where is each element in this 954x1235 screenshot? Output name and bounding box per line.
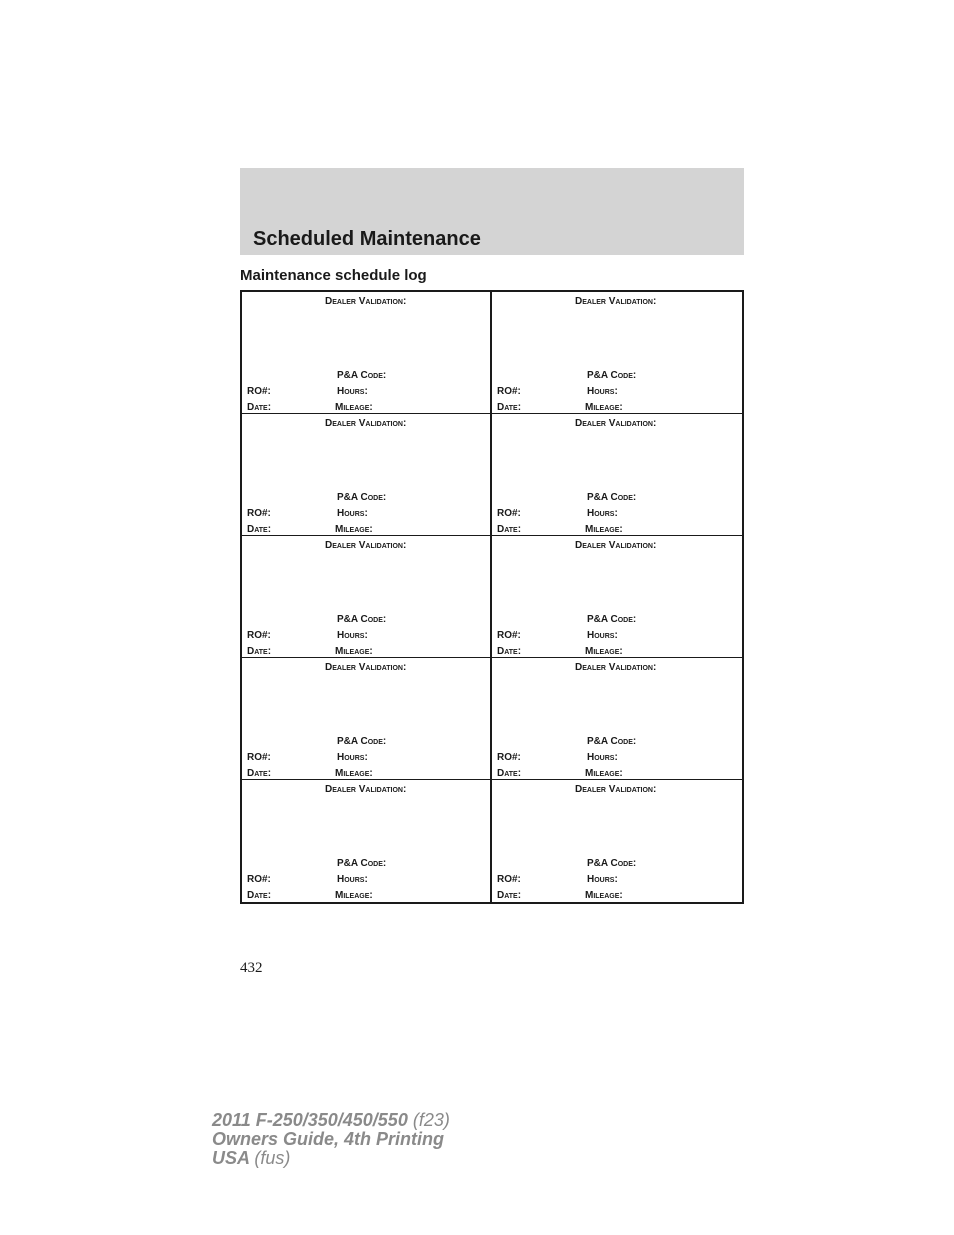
dealer-validation-label: Dealer Validation:	[575, 418, 657, 429]
footer-publication-info	[212, 1111, 450, 1168]
pa-code-label: P&A Code:	[587, 736, 637, 747]
log-entry-cell	[492, 414, 742, 536]
dealer-validation-label: Dealer Validation:	[325, 784, 407, 795]
mileage-label: Mileage:	[585, 646, 623, 657]
dealer-validation-label: Dealer Validation:	[575, 540, 657, 551]
ro-number-label: RO#:	[497, 508, 521, 519]
log-entry-cell	[242, 536, 492, 658]
date-label: Date:	[247, 768, 272, 779]
mileage-label: Mileage:	[585, 524, 623, 535]
dealer-validation-label: Dealer Validation:	[325, 662, 407, 673]
date-label: Date:	[247, 890, 272, 901]
date-label: Date:	[247, 646, 272, 657]
log-entry-cell	[242, 780, 492, 902]
footer-region: USA	[212, 1148, 250, 1168]
pa-code-label: P&A Code:	[587, 858, 637, 869]
dealer-validation-label: Dealer Validation:	[325, 296, 407, 307]
mileage-label: Mileage:	[585, 890, 623, 901]
hours-label: Hours:	[337, 752, 368, 763]
mileage-label: Mileage:	[335, 768, 373, 779]
mileage-label: Mileage:	[585, 768, 623, 779]
log-entry-cell	[492, 780, 742, 902]
hours-label: Hours:	[587, 874, 618, 885]
pa-code-label: P&A Code:	[587, 492, 637, 503]
ro-number-label: RO#:	[497, 386, 521, 397]
pa-code-label: P&A Code:	[337, 614, 387, 625]
dealer-validation-label: Dealer Validation:	[575, 662, 657, 673]
pa-code-label: P&A Code:	[337, 370, 387, 381]
hours-label: Hours:	[337, 508, 368, 519]
section-header-band	[240, 168, 744, 255]
ro-number-label: RO#:	[247, 752, 271, 763]
dealer-validation-label: Dealer Validation:	[575, 784, 657, 795]
footer-model-code: (f23)	[412, 1110, 450, 1130]
dealer-validation-label: Dealer Validation:	[325, 540, 407, 551]
date-label: Date:	[247, 524, 272, 535]
date-label: Date:	[497, 768, 522, 779]
ro-number-label: RO#:	[247, 386, 271, 397]
hours-label: Hours:	[587, 508, 618, 519]
ro-number-label: RO#:	[247, 508, 271, 519]
date-label: Date:	[247, 402, 272, 413]
date-label: Date:	[497, 890, 522, 901]
hours-label: Hours:	[337, 386, 368, 397]
hours-label: Hours:	[337, 630, 368, 641]
mileage-label: Mileage:	[335, 524, 373, 535]
pa-code-label: P&A Code:	[337, 858, 387, 869]
hours-label: Hours:	[587, 386, 618, 397]
footer-region-code: (fus)	[254, 1148, 291, 1168]
date-label: Date:	[497, 402, 522, 413]
maintenance-log-grid	[240, 290, 744, 904]
section-title: Scheduled Maintenance	[253, 228, 481, 250]
mileage-label: Mileage:	[335, 646, 373, 657]
date-label: Date:	[497, 524, 522, 535]
page-number: 432	[240, 960, 263, 976]
log-entry-cell	[242, 414, 492, 536]
hours-label: Hours:	[587, 752, 618, 763]
sub-title: Maintenance schedule log	[240, 267, 427, 284]
ro-number-label: RO#:	[497, 874, 521, 885]
footer-line-3	[212, 1149, 450, 1168]
dealer-validation-label: Dealer Validation:	[325, 418, 407, 429]
log-entry-cell	[242, 292, 492, 414]
pa-code-label: P&A Code:	[587, 370, 637, 381]
hours-label: Hours:	[587, 630, 618, 641]
date-label: Date:	[497, 646, 522, 657]
ro-number-label: RO#:	[497, 630, 521, 641]
ro-number-label: RO#:	[497, 752, 521, 763]
pa-code-label: P&A Code:	[337, 492, 387, 503]
pa-code-label: P&A Code:	[337, 736, 387, 747]
footer-line-1	[212, 1111, 450, 1130]
mileage-label: Mileage:	[585, 402, 623, 413]
hours-label: Hours:	[337, 874, 368, 885]
log-entry-cell	[492, 292, 742, 414]
footer-line-2: Owners Guide, 4th Printing	[212, 1129, 445, 1149]
dealer-validation-label: Dealer Validation:	[575, 296, 657, 307]
ro-number-label: RO#:	[247, 874, 271, 885]
ro-number-label: RO#:	[247, 630, 271, 641]
log-entry-cell	[492, 658, 742, 780]
pa-code-label: P&A Code:	[587, 614, 637, 625]
log-entry-cell	[492, 536, 742, 658]
mileage-label: Mileage:	[335, 890, 373, 901]
footer-model: 2011 F-250/350/450/550	[212, 1110, 408, 1130]
log-entry-cell	[242, 658, 492, 780]
mileage-label: Mileage:	[335, 402, 373, 413]
